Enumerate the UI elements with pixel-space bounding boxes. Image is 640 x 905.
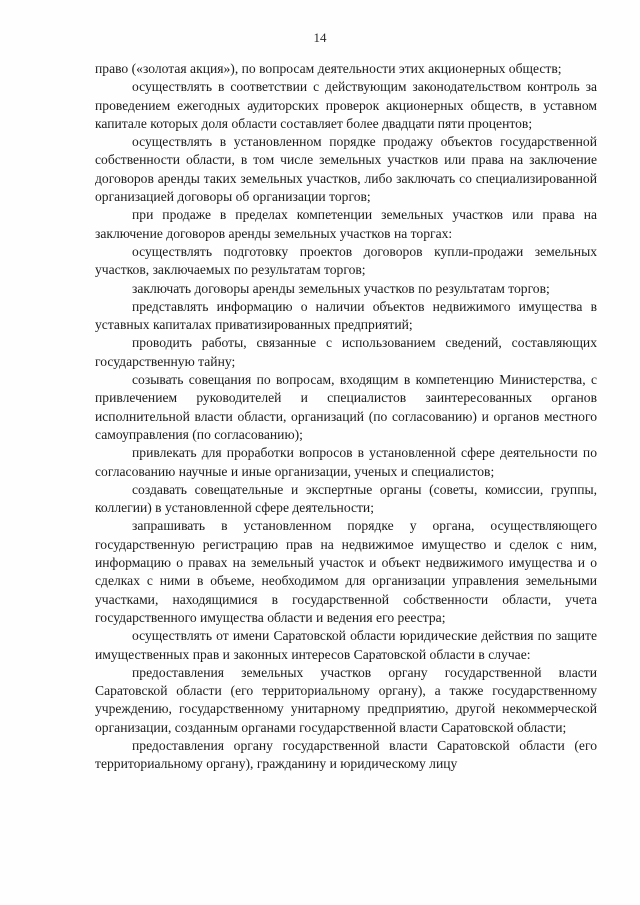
paragraph: при продаже в пределах компетенции земельных участков или права на заключение договоров аренды земельных участков на торгах: — [95, 207, 597, 241]
paragraph: осуществлять в соответствии с действующим законодательством контроль за проведением ежегодных аудиторских проверок акционерных обществ, в уставном капитале которых доля области составляет более двадцати пяти процентов; — [95, 79, 597, 131]
paragraph: предоставления органу государственной власти Саратовской области (его территориальному органу), гражданину и юридическому лицу — [95, 737, 597, 772]
paragraph: право («золотая акция»), по вопросам деятельности этих акционерных обществ; — [95, 61, 562, 76]
page-number: 14 — [313, 30, 327, 45]
paragraph: привлекать для проработки вопросов в установленной сфере деятельности по согласованию научные и иные организации, ученых и специалистов; — [95, 445, 597, 479]
paragraph: запрашивать в установленном порядке у органа, осуществляющего государственную регистрацию прав на недвижимое имущество и сделок с ним, информацию о правах на земельный участок и объект недвижимого имущества и о сделках с ними в объеме, необходимом для организации управления земельными участками, находящимися в государственной собственности области, учета государственного имущества области и ведения его реестра; — [95, 518, 597, 625]
paragraph: заключать договоры аренды земельных участков по результатам торгов; — [132, 280, 550, 296]
paragraph: осуществлять от имени Саратовской области юридические действия по защите имущественных прав и законных интересов Саратовской области в случае: — [95, 628, 597, 662]
paragraph: предоставления земельных участков органу государственной власти Саратовской области (его территориальному органу), а также государственному учреждению, государственному унитарному предприятию, другой некоммерческой организации, созданным органами государственной власти Саратовской области; — [95, 664, 597, 735]
paragraph: осуществлять подготовку проектов договоров купли-продажи земельных участков, заключаемых по результатам торгов; — [95, 243, 597, 278]
paragraph: проводить работы, связанные с использованием сведений, составляющих государственную тайну; — [95, 335, 597, 369]
paragraph: созывать совещания по вопросам, входящим в компетенцию Министерства, с привлечением руководителей и специалистов заинтересованных органов исполнительной власти области, организаций (по согласованию) и органов местного самоуправления (по согласованию); — [95, 372, 597, 442]
document-body — [95, 60, 597, 774]
paragraph: создавать совещательные и экспертные органы (советы, комиссии, группы, коллегии) в установленной сфере деятельности; — [95, 481, 597, 516]
paragraph: представлять информацию о наличии объектов недвижимого имущества в уставных капиталах приватизированных предприятий; — [95, 298, 597, 333]
paragraph: осуществлять в установленном порядке продажу объектов государственной собственности области, в том числе земельных участков или права на заключение договоров аренды таких земельных участков, либо заключать со специализированной организацией договоры об организации торгов; — [95, 134, 597, 205]
